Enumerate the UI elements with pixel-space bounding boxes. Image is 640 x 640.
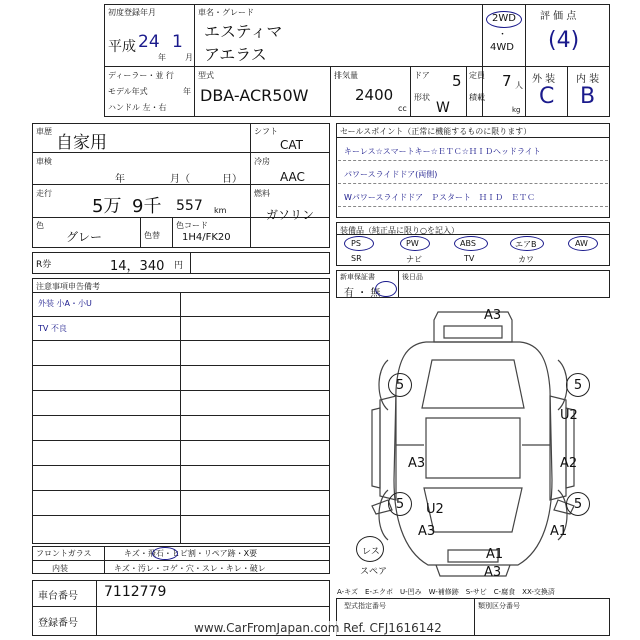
tire-rl: 5 bbox=[395, 377, 405, 393]
model-year-label: モデル年式 bbox=[108, 87, 148, 96]
interior-items: キズ・汚レ・コゲ・穴・スレ・キレ・破レ bbox=[114, 564, 266, 573]
sales-title: セールスポイント（正常に機能するものに限ります） bbox=[340, 127, 532, 136]
car-name: エスティマ bbox=[204, 22, 283, 41]
handle-label: ハンドル 左・右 bbox=[108, 103, 167, 112]
glass-chip-circle bbox=[152, 547, 178, 560]
watermark: www.CarFromJapan.com Ref. CFJ1616142 bbox=[190, 621, 446, 635]
damage-front-bumper: A1 bbox=[486, 547, 504, 562]
color-swap-label: 色替 bbox=[144, 231, 160, 240]
equip-tv: TV bbox=[464, 254, 475, 263]
capacity: 7 bbox=[502, 72, 512, 90]
color-code: 1H4/FK20 bbox=[182, 232, 231, 243]
kg-label: kg bbox=[512, 106, 521, 114]
shape-label: 形状 bbox=[414, 93, 430, 102]
damage-left-front: U2 bbox=[426, 502, 444, 517]
equip-airbag: エアB bbox=[515, 240, 537, 249]
capacity-unit: 人 bbox=[515, 81, 523, 90]
doors: 5 bbox=[452, 72, 462, 90]
car-name-label: 車名・グレード bbox=[198, 8, 254, 17]
mileage-sen: 9千 bbox=[132, 196, 162, 217]
tire-fr: 5 bbox=[573, 496, 583, 512]
model-year-suffix: 年 bbox=[183, 87, 191, 96]
km-label: km bbox=[214, 206, 227, 215]
color: グレー bbox=[66, 230, 103, 244]
shape: W bbox=[436, 100, 450, 116]
warranty-label: 新車保証書 bbox=[340, 273, 375, 281]
category-label: 類別区分番号 bbox=[478, 602, 520, 610]
damage-roof: A3 bbox=[484, 308, 502, 323]
color-code-label: 色コード bbox=[176, 221, 208, 230]
tire-rr-circle bbox=[566, 373, 590, 397]
sales-line-1: キーレス☆スマートキー☆ＥＴＣ☆ＨＩＤヘッドライト bbox=[344, 147, 541, 156]
month-mark: 月 bbox=[185, 53, 193, 62]
tire-fl: 5 bbox=[395, 496, 405, 512]
note-line-1: 外装 小A・小U bbox=[38, 299, 92, 308]
model-cert-label: 型式指定番号 bbox=[344, 602, 386, 610]
reg-label: 登録番号 bbox=[38, 618, 78, 629]
notes-block bbox=[32, 278, 330, 544]
equip-navi: ナビ bbox=[406, 255, 422, 264]
drive-4wd: 4WD bbox=[490, 42, 514, 53]
inspection-label: 車検 bbox=[36, 157, 52, 166]
equip-leather: カワ bbox=[518, 255, 534, 264]
drive-dot: ・ bbox=[498, 30, 508, 40]
interior-grade: B bbox=[580, 84, 596, 109]
notes-title: 注意事項申告備考 bbox=[36, 282, 100, 291]
capacity-label: 定員 bbox=[469, 71, 485, 80]
score-label: 評 価 点 bbox=[540, 11, 577, 22]
ac-label: 冷房 bbox=[254, 157, 270, 166]
tire-rr: 5 bbox=[573, 377, 583, 393]
chassis-label: 車台番号 bbox=[38, 591, 78, 602]
door-label: ドア bbox=[414, 71, 430, 80]
recycle: 14，340 bbox=[110, 259, 165, 274]
inspection-year: 年 bbox=[115, 174, 125, 185]
reg-month: 1 bbox=[172, 32, 183, 52]
equip-aw: AW bbox=[575, 239, 588, 248]
interior-row-label: 内装 bbox=[52, 564, 68, 573]
equip-ps: PS bbox=[351, 239, 361, 248]
recycle-label: R券 bbox=[36, 260, 52, 270]
interior-label: 内 装 bbox=[576, 74, 600, 85]
spare-label: スペア bbox=[360, 567, 388, 577]
damage-right-rear: A2 bbox=[560, 456, 578, 471]
model: DBA-ACR50W bbox=[200, 86, 309, 105]
era: 平成 bbox=[108, 39, 136, 55]
mileage-label: 走行 bbox=[36, 189, 52, 198]
first-reg-label: 初度登録年月 bbox=[108, 8, 156, 17]
displacement: 2400 bbox=[355, 86, 394, 104]
glass-label: フロントガラス bbox=[36, 549, 92, 558]
equip-abs: ABS bbox=[460, 239, 476, 248]
inspection-day: 日） bbox=[222, 174, 242, 185]
fuel-label: 燃料 bbox=[254, 189, 270, 198]
reg-year: 24 bbox=[138, 32, 160, 52]
inspection-month: 月（ bbox=[170, 174, 190, 185]
warranty-none-circle bbox=[375, 281, 397, 297]
equipment-title: 装備品（純正品に限り○を記入） bbox=[340, 226, 459, 235]
warranty-maker-label: 後日品 bbox=[402, 273, 423, 281]
usage-label: 車歴 bbox=[36, 127, 52, 136]
score: (4) bbox=[548, 28, 580, 53]
glass-items: キズ・飛石・ヒビ割・リペア跡・X要 bbox=[124, 549, 258, 558]
grade: アエラス bbox=[204, 45, 267, 64]
exterior-label: 外 装 bbox=[532, 74, 556, 85]
damage-right-front: U2 bbox=[560, 408, 578, 423]
damage-left-front2: A3 bbox=[418, 524, 436, 539]
damage-left-rear: A3 bbox=[408, 456, 426, 471]
yen-label: 円 bbox=[174, 261, 184, 271]
ac: AAC bbox=[280, 170, 305, 184]
tire-fr-circle bbox=[566, 492, 590, 516]
equip-pw: PW bbox=[406, 239, 419, 248]
drive-2wd: 2WD bbox=[492, 13, 516, 24]
dealer-label: ディーラー・並 行 bbox=[108, 71, 174, 80]
warranty-value: 有 ・ 無 bbox=[344, 288, 381, 299]
tire-fl-circle bbox=[388, 492, 412, 516]
model-label: 型式 bbox=[198, 71, 214, 80]
cc-label: cc bbox=[398, 104, 407, 113]
sales-line-3: Wパワースライドドア Ｐスタート ＨＩＤ ＥＴＣ bbox=[344, 193, 536, 202]
tire-rl-circle bbox=[388, 373, 412, 397]
note-line-2: TV 不良 bbox=[38, 324, 67, 333]
sales-line-2: パワースライドドア(両側) bbox=[344, 170, 438, 179]
damage-front-bottom: A3 bbox=[484, 565, 502, 580]
load-label: 積載 bbox=[469, 93, 485, 102]
usage: 自家用 bbox=[56, 133, 107, 153]
mileage-man: 5万 bbox=[92, 196, 122, 217]
shift: CAT bbox=[280, 138, 303, 152]
year-mark: 年 bbox=[158, 53, 166, 62]
color-label: 色 bbox=[36, 221, 44, 230]
chassis-number: 7112779 bbox=[104, 584, 167, 600]
displacement-label: 排気量 bbox=[334, 71, 358, 80]
shift-label: シフト bbox=[254, 127, 278, 136]
exterior-grade: C bbox=[539, 84, 555, 109]
fuel: ガソリン bbox=[266, 208, 315, 222]
damage-right-front-low: A1 bbox=[550, 524, 568, 539]
spare-mark: レス bbox=[362, 547, 380, 557]
mileage-rest: 557 bbox=[176, 198, 203, 214]
equip-sr: SR bbox=[351, 254, 362, 263]
legend-text: A-キズ E-エクボ U-凹み W-補修跡 S-サビ C-腐食 XX-交換済 bbox=[337, 588, 555, 596]
